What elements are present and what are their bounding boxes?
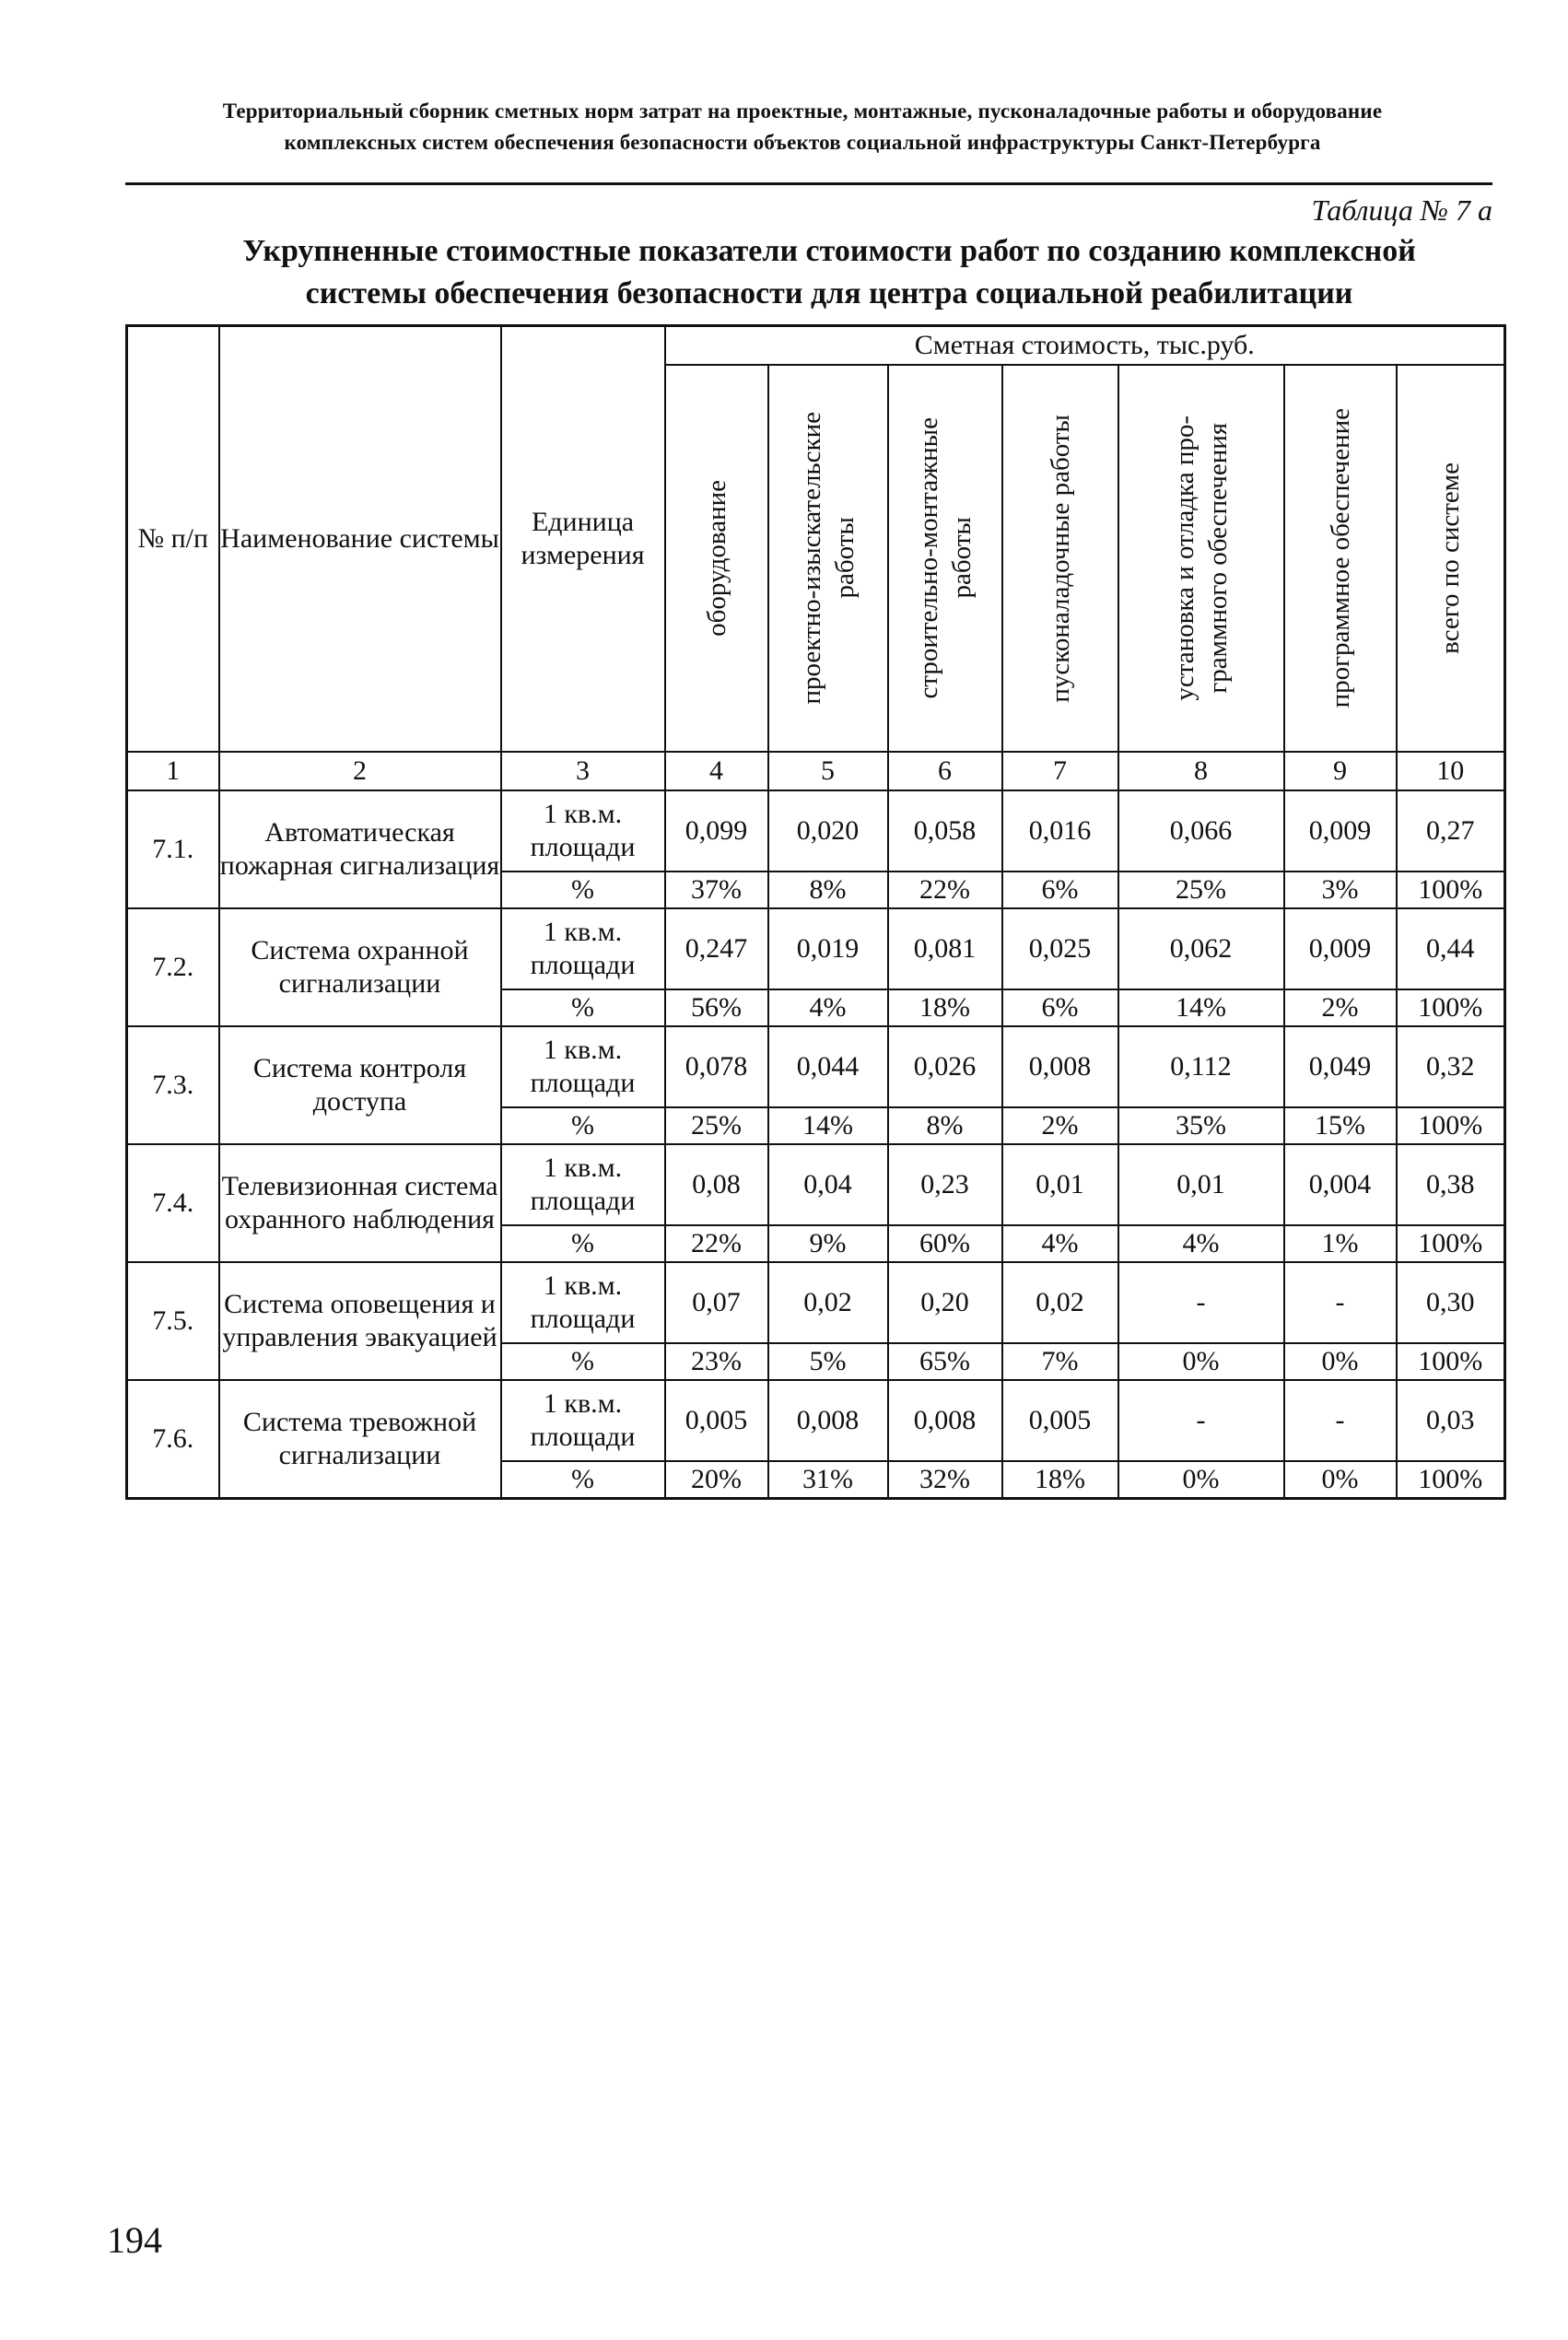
system-name: Телевизионная система охранного наблюдения xyxy=(219,1144,501,1262)
table-number-label: Таблица № 7 а xyxy=(1311,193,1492,227)
percent-value: 100% xyxy=(1397,1225,1505,1262)
percent-unit: % xyxy=(501,1107,665,1144)
unit-cell: 1 кв.м. площади xyxy=(501,908,665,989)
col-number: 5 xyxy=(768,752,888,790)
header-software: программное обеспечение xyxy=(1325,408,1355,708)
header-col-4 xyxy=(665,365,768,752)
percent-value: 14% xyxy=(768,1107,888,1144)
cost-value: 0,38 xyxy=(1397,1144,1505,1225)
table-row xyxy=(127,1380,1505,1461)
table-row xyxy=(127,1262,1505,1343)
percent-value: 60% xyxy=(888,1225,1002,1262)
table-title-line-1: Укрупненные стоимостные показатели стоимости работ по созданию комплексной xyxy=(242,234,1416,268)
percent-value: 4% xyxy=(768,989,888,1026)
header-estimated-cost: Сметная стоимость, тыс.руб. xyxy=(665,326,1505,366)
col-number: 2 xyxy=(219,752,501,790)
percent-unit: % xyxy=(501,989,665,1026)
cost-value: 0,019 xyxy=(768,908,888,989)
cost-value: 0,008 xyxy=(888,1380,1002,1461)
percent-value: 14% xyxy=(1118,989,1284,1026)
percent-value: 8% xyxy=(888,1107,1002,1144)
percent-value: 4% xyxy=(1002,1225,1118,1262)
percent-value: 25% xyxy=(1118,872,1284,908)
cost-value: 0,23 xyxy=(888,1144,1002,1225)
percent-value: 25% xyxy=(665,1107,768,1144)
cost-value: 0,08 xyxy=(665,1144,768,1225)
cost-value: 0,044 xyxy=(768,1026,888,1107)
cost-value: 0,02 xyxy=(1002,1262,1118,1343)
header-num: № п/п xyxy=(127,326,219,753)
percent-value: 7% xyxy=(1002,1343,1118,1380)
col-number: 3 xyxy=(501,752,665,790)
header-col-9 xyxy=(1284,365,1397,752)
unit-cell: 1 кв.м. площади xyxy=(501,1262,665,1343)
cost-value: 0,008 xyxy=(768,1380,888,1461)
table-row xyxy=(127,1026,1505,1107)
system-name: Система тревожной сигнализации xyxy=(219,1380,501,1499)
percent-value: 65% xyxy=(888,1343,1002,1380)
percent-value: 20% xyxy=(665,1461,768,1499)
cost-value: 0,066 xyxy=(1118,790,1284,872)
table-title xyxy=(184,230,1474,315)
cost-value: 0,008 xyxy=(1002,1026,1118,1107)
cost-value: 0,20 xyxy=(888,1262,1002,1343)
cost-value: 0,247 xyxy=(665,908,768,989)
percent-value: 18% xyxy=(888,989,1002,1026)
cost-value: 0,005 xyxy=(665,1380,768,1461)
row-number: 7.4. xyxy=(127,1144,219,1262)
percent-value: 22% xyxy=(665,1225,768,1262)
running-header-line-1: Территориальный сборник сметных норм затрат на проектные, монтажные, пусконаладочные работы и оборудование xyxy=(222,99,1383,123)
running-header-line-2: комплексных систем обеспечения безопасности объектов социальной инфраструктуры Санкт-Петербурга xyxy=(284,131,1321,154)
percent-value: 56% xyxy=(665,989,768,1026)
col-number: 4 xyxy=(665,752,768,790)
percent-unit: % xyxy=(501,872,665,908)
running-header xyxy=(125,96,1480,158)
cost-value: 0,112 xyxy=(1118,1026,1284,1107)
percent-value: 1% xyxy=(1284,1225,1397,1262)
system-name: Система контроля доступа xyxy=(219,1026,501,1144)
row-number: 7.3. xyxy=(127,1026,219,1144)
cost-value: - xyxy=(1118,1380,1284,1461)
header-col-10 xyxy=(1397,365,1505,752)
percent-value: 35% xyxy=(1118,1107,1284,1144)
percent-unit: % xyxy=(501,1343,665,1380)
percent-value: 37% xyxy=(665,872,768,908)
cost-value: 0,009 xyxy=(1284,908,1397,989)
system-name: Система оповещения и управления эвакуацией xyxy=(219,1262,501,1380)
unit-cell: 1 кв.м. площади xyxy=(501,1380,665,1461)
cost-value: 0,058 xyxy=(888,790,1002,872)
col-number: 7 xyxy=(1002,752,1118,790)
page-number: 194 xyxy=(107,2219,162,2261)
percent-value: 100% xyxy=(1397,1107,1505,1144)
cost-value: 0,32 xyxy=(1397,1026,1505,1107)
cost-value: 0,07 xyxy=(665,1262,768,1343)
cost-value: 0,081 xyxy=(888,908,1002,989)
col-number: 6 xyxy=(888,752,1002,790)
table-row xyxy=(127,790,1505,872)
percent-value: 100% xyxy=(1397,1461,1505,1499)
cost-value: 0,03 xyxy=(1397,1380,1505,1461)
cost-value: 0,004 xyxy=(1284,1144,1397,1225)
header-software-setup: установка и отладка про- граммного обеспечения xyxy=(1169,415,1233,701)
cost-value: 0,062 xyxy=(1118,908,1284,989)
percent-value: 100% xyxy=(1397,872,1505,908)
cost-value: 0,049 xyxy=(1284,1026,1397,1107)
cost-value: 0,30 xyxy=(1397,1262,1505,1343)
unit-cell: 1 кв.м. площади xyxy=(501,790,665,872)
cost-value: 0,026 xyxy=(888,1026,1002,1107)
percent-value: 9% xyxy=(768,1225,888,1262)
cost-value: 0,02 xyxy=(768,1262,888,1343)
cost-value: 0,099 xyxy=(665,790,768,872)
col-number: 10 xyxy=(1397,752,1505,790)
percent-value: 4% xyxy=(1118,1225,1284,1262)
cost-value: 0,025 xyxy=(1002,908,1118,989)
percent-value: 6% xyxy=(1002,872,1118,908)
system-name: Автоматическая пожарная сигнализация xyxy=(219,790,501,908)
percent-value: 32% xyxy=(888,1461,1002,1499)
unit-cell: 1 кв.м. площади xyxy=(501,1144,665,1225)
header-construction: строительно-монтажные работы xyxy=(913,417,977,699)
row-number: 7.5. xyxy=(127,1262,219,1380)
percent-value: 2% xyxy=(1284,989,1397,1026)
cost-value: 0,04 xyxy=(768,1144,888,1225)
percent-value: 0% xyxy=(1118,1461,1284,1499)
percent-value: 3% xyxy=(1284,872,1397,908)
cost-value: 0,27 xyxy=(1397,790,1505,872)
percent-value: 0% xyxy=(1118,1343,1284,1380)
header-total: всего по системе xyxy=(1435,462,1466,654)
row-number: 7.2. xyxy=(127,908,219,1026)
percent-value: 2% xyxy=(1002,1107,1118,1144)
table-row xyxy=(127,1144,1505,1225)
percent-value: 22% xyxy=(888,872,1002,908)
percent-value: 5% xyxy=(768,1343,888,1380)
percent-value: 23% xyxy=(665,1343,768,1380)
percent-value: 6% xyxy=(1002,989,1118,1026)
cost-value: 0,009 xyxy=(1284,790,1397,872)
percent-value: 100% xyxy=(1397,989,1505,1026)
table-body xyxy=(127,790,1505,1499)
header-commissioning: пусконаладочные работы xyxy=(1045,414,1075,703)
percent-value: 8% xyxy=(768,872,888,908)
unit-cell: 1 кв.м. площади xyxy=(501,1026,665,1107)
percent-value: 0% xyxy=(1284,1343,1397,1380)
col-number: 8 xyxy=(1118,752,1284,790)
cost-value: 0,01 xyxy=(1118,1144,1284,1225)
row-number: 7.6. xyxy=(127,1380,219,1499)
system-name: Система охранной сигнализации xyxy=(219,908,501,1026)
percent-value: 18% xyxy=(1002,1461,1118,1499)
col-number: 1 xyxy=(127,752,219,790)
table-title-line-2: системы обеспечения безопасности для центра социальной реабилитации xyxy=(305,276,1353,310)
cost-value: - xyxy=(1284,1262,1397,1343)
cost-value: 0,016 xyxy=(1002,790,1118,872)
column-numbers-row xyxy=(127,752,1505,790)
cost-value: 0,01 xyxy=(1002,1144,1118,1225)
header-col-7 xyxy=(1002,365,1118,752)
header-col-6 xyxy=(888,365,1002,752)
table-row xyxy=(127,908,1505,989)
percent-unit: % xyxy=(501,1461,665,1499)
header-equipment: оборудование xyxy=(701,480,731,637)
percent-value: 100% xyxy=(1397,1343,1505,1380)
percent-value: 15% xyxy=(1284,1107,1397,1144)
cost-value: - xyxy=(1118,1262,1284,1343)
percent-unit: % xyxy=(501,1225,665,1262)
cost-value: 0,078 xyxy=(665,1026,768,1107)
row-number: 7.1. xyxy=(127,790,219,908)
percent-value: 0% xyxy=(1284,1461,1397,1499)
header-col-8 xyxy=(1118,365,1284,752)
cost-table xyxy=(125,324,1506,1500)
cost-value: 0,020 xyxy=(768,790,888,872)
cost-value: 0,005 xyxy=(1002,1380,1118,1461)
cost-value: 0,44 xyxy=(1397,908,1505,989)
header-design-survey: проектно-изыскательские работы xyxy=(796,412,860,705)
header-name: Наименование системы xyxy=(219,326,501,753)
percent-value: 31% xyxy=(768,1461,888,1499)
col-number: 9 xyxy=(1284,752,1397,790)
header-unit: Единица измерения xyxy=(501,326,665,753)
header-col-5 xyxy=(768,365,888,752)
cost-value: - xyxy=(1284,1380,1397,1461)
header-divider xyxy=(125,182,1492,185)
